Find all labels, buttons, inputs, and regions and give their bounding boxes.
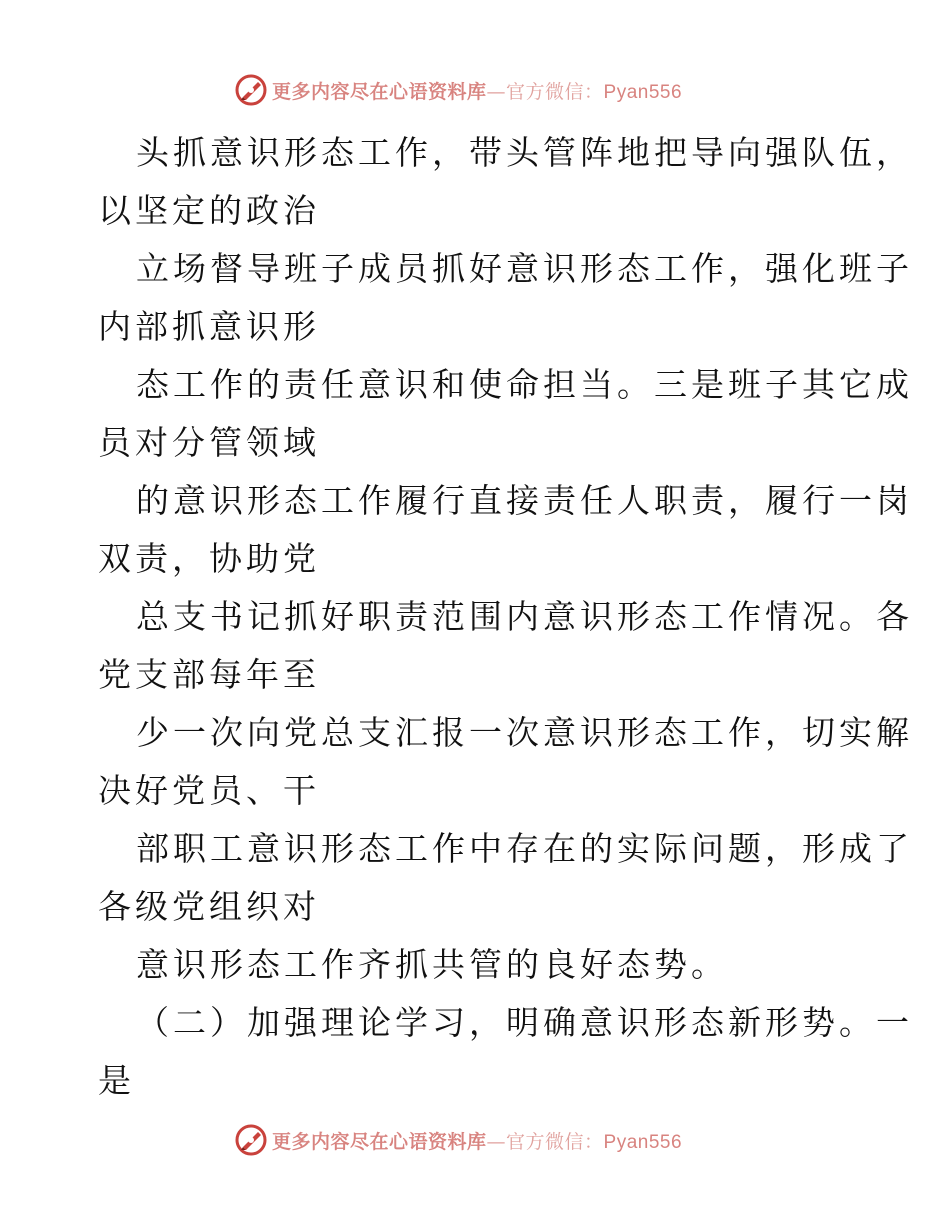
document-body — [98, 124, 913, 1110]
watermark-official: 官方微信： — [506, 80, 604, 103]
watermark-text — [272, 1127, 682, 1154]
text-line: 部职工意识形态工作中存在的实际问题，形成了 — [136, 829, 913, 868]
text-line: 决好党员、干 — [98, 771, 320, 810]
text-line: 各级党组织对 — [98, 887, 320, 926]
red-pen-circle-logo-icon — [234, 1123, 268, 1157]
footer-watermark — [234, 1122, 682, 1158]
text-line: 意识形态工作齐抓共管的良好态势。 — [136, 945, 728, 984]
text-line: 少一次向党总支汇报一次意识形态工作，切实解 — [136, 713, 913, 752]
watermark-official: 官方微信： — [506, 1130, 604, 1153]
text-line: 员对分管领域 — [98, 423, 320, 462]
watermark-brand: 更多内容尽在心语资料库 — [272, 1130, 487, 1153]
watermark-account: Pyan556 — [603, 1131, 683, 1153]
text-line: 党支部每年至 — [98, 655, 320, 694]
text-line: 头抓意识形态工作，带头管阵地把导向强队伍， — [136, 133, 913, 172]
watermark-account: Pyan556 — [603, 81, 683, 103]
text-line: 内部抓意识形 — [98, 307, 320, 346]
text-line: 以坚定的政治 — [98, 191, 320, 230]
text-line: 的意识形态工作履行直接责任人职责，履行一岗 — [136, 481, 913, 520]
text-line: 立场督导班子成员抓好意识形态工作，强化班子 — [136, 249, 913, 288]
text-line: 态工作的责任意识和使命担当。三是班子其它成 — [136, 365, 913, 404]
header-watermark — [234, 72, 682, 108]
watermark-dash: — — [486, 1130, 507, 1153]
text-line: 总支书记抓好职责范围内意识形态工作情况。各 — [136, 597, 913, 636]
watermark-brand: 更多内容尽在心语资料库 — [272, 80, 487, 103]
watermark-dash: — — [486, 80, 507, 103]
watermark-text — [272, 77, 682, 104]
text-line: 双责，协助党 — [98, 539, 320, 578]
text-line: 是 — [98, 1061, 135, 1100]
text-line: （二）加强理论学习，明确意识形态新形势。一 — [136, 1003, 913, 1042]
red-pen-circle-logo-icon — [234, 73, 268, 107]
